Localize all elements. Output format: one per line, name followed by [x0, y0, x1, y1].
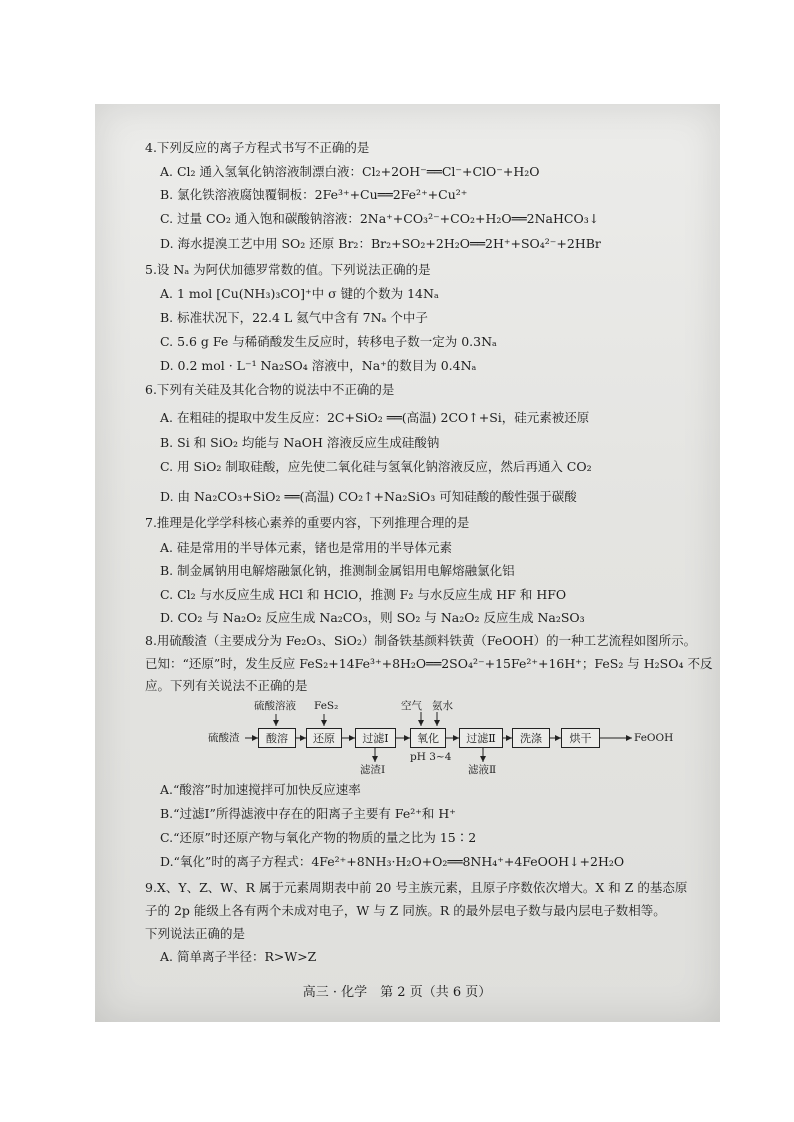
flow-step-acid-dissolve: 酸溶 — [258, 728, 296, 748]
flow-step-wash: 洗涤 — [512, 728, 550, 748]
q6-option-c: C. 用 SiO₂ 制取硅酸，应先使二氧化硅与氢氧化钠溶液反应，然后再通入 CO₂ — [160, 459, 592, 474]
q4-option-d: D. 海水提溴工艺中用 SO₂ 还原 Br₂：Br₂+SO₂+2H₂O══2H⁺+SO₄²⁻+2HBr — [160, 236, 601, 251]
flow-step-oxidize: 氧化 — [410, 728, 446, 748]
q8-option-c: C.“还原”时还原产物与氧化产物的物质的量之比为 15∶2 — [160, 830, 477, 845]
q5-option-c: C. 5.6 g Fe 与稀硝酸发生反应时，转移电子数一定为 0.3Nₐ — [160, 334, 497, 349]
q6-option-d: D. 由 Na₂CO₃+SiO₂ ══(高温) CO₂↑+Na₂SiO₃ 可知硅酸的酸性强于碳酸 — [160, 489, 577, 504]
q7-option-a: A. 硅是常用的半导体元素，锗也是常用的半导体元素 — [160, 540, 452, 555]
q8-stem-line-2: 已知：“还原”时，发生反应 FeS₂+14Fe³⁺+8H₂O══2SO₄²⁻+15Fe²⁺+16H⁺；FeS₂ 与 H₂SO₄ 不反 — [145, 656, 713, 671]
q8-option-a: A.“酸溶”时加速搅拌可加快反应速率 — [160, 782, 361, 797]
q8-option-d: D.“氧化”时的离子方程式：4Fe²⁺+8NH₃·H₂O+O₂══8NH₄⁺+4FeOOH↓+2H₂O — [160, 854, 625, 869]
flow-step-reduce: 还原 — [306, 728, 342, 748]
flow-filtrate-2: 滤液Ⅱ — [468, 764, 497, 776]
flow-reagent-fes2: FeS₂ — [314, 700, 339, 712]
q5-option-b: B. 标准状况下，22.4 L 氦气中含有 7Nₐ 个中子 — [160, 310, 428, 325]
q6-stem: 6.下列有关硅及其化合物的说法中不正确的是 — [145, 382, 395, 397]
flow-step-filter-1: 过滤Ⅰ — [355, 728, 396, 748]
q4-option-c: C. 过量 CO₂ 通入饱和碳酸钠溶液：2Na⁺+CO₃²⁻+CO₂+H₂O══2NaHCO₃↓ — [160, 211, 600, 226]
q7-stem: 7.推理是化学学科核心素养的重要内容，下列推理合理的是 — [145, 515, 470, 530]
flow-reagent-air: 空气 — [401, 700, 422, 712]
q7-option-c: C. Cl₂ 与水反应生成 HCl 和 HClO，推测 F₂ 与水反应生成 HF 和 HFO — [160, 587, 567, 602]
q9-option-a: A. 简单离子半径：R>W>Z — [160, 949, 317, 964]
flow-ph-label: pH 3~4 — [410, 751, 452, 763]
flow-step-filter-2: 过滤Ⅱ — [459, 728, 503, 748]
page-footer: 高三 · 化学 第 2 页（共 6 页） — [302, 985, 492, 1000]
flow-step-dry: 烘干 — [561, 728, 600, 748]
q4-stem: 4.下列反应的离子方程式书写不正确的是 — [145, 140, 370, 155]
q8-stem-line-1: 8.用硫酸渣（主要成分为 Fe₂O₃、SiO₂）制备铁基颜料铁黄（FeOOH）的一种工艺流程如图所示。 — [145, 633, 697, 648]
q4-option-a: A. Cl₂ 通入氢氧化钠溶液制漂白液：Cl₂+2OH⁻══Cl⁻+ClO⁻+H₂O — [160, 164, 540, 179]
flow-output-label: FeOOH — [634, 732, 674, 744]
q7-option-d: D. CO₂ 与 Na₂O₂ 反应生成 Na₂CO₃，则 SO₂ 与 Na₂O₂ 反应生成 Na₂SO₃ — [160, 610, 585, 625]
q6-option-a: A. 在粗硅的提取中发生反应：2C+SiO₂ ══(高温) 2CO↑+Si，硅元素被还原 — [160, 410, 590, 425]
q6-option-b: B. Si 和 SiO₂ 均能与 NaOH 溶液反应生成硅酸钠 — [160, 435, 440, 450]
q5-stem: 5.设 Nₐ 为阿伏加德罗常数的值。下列说法正确的是 — [145, 262, 431, 277]
flow-residue-1: 滤渣Ⅰ — [360, 764, 386, 776]
q9-stem-line-1: 9.X、Y、Z、W、R 属于元素周期表中前 20 号主族元素，且原子序数依次增大。X 和 Z 的基态原 — [145, 880, 688, 895]
q8-stem-line-3: 应。下列有关说法不正确的是 — [145, 678, 308, 693]
q7-option-b: B. 制金属钠用电解熔融氯化钠，推测制金属铝用电解熔融氯化铝 — [160, 563, 515, 578]
q4-option-b: B. 氯化铁溶液腐蚀覆铜板：2Fe³⁺+Cu══2Fe²⁺+Cu²⁺ — [160, 187, 468, 202]
flow-reagent-ammonia: 氨水 — [432, 700, 453, 712]
q8-option-b: B.“过滤Ⅰ”所得滤液中存在的阳离子主要有 Fe²⁺和 H⁺ — [160, 806, 456, 821]
flow-reagent-acid: 硫酸溶液 — [254, 700, 296, 712]
q9-stem-line-3: 下列说法正确的是 — [145, 926, 246, 941]
flow-input-label: 硫酸渣 — [208, 732, 240, 744]
q9-stem-line-2: 子的 2p 能级上各有两个未成对电子，W 与 Z 同族。R 的最外层电子数与最内层电子数相等。 — [145, 903, 666, 918]
q5-option-d: D. 0.2 mol · L⁻¹ Na₂SO₄ 溶液中，Na⁺的数目为 0.4Nₐ — [160, 358, 477, 373]
q5-option-a: A. 1 mol [Cu(NH₃)₃CO]⁺中 σ 键的个数为 14Nₐ — [160, 286, 439, 301]
